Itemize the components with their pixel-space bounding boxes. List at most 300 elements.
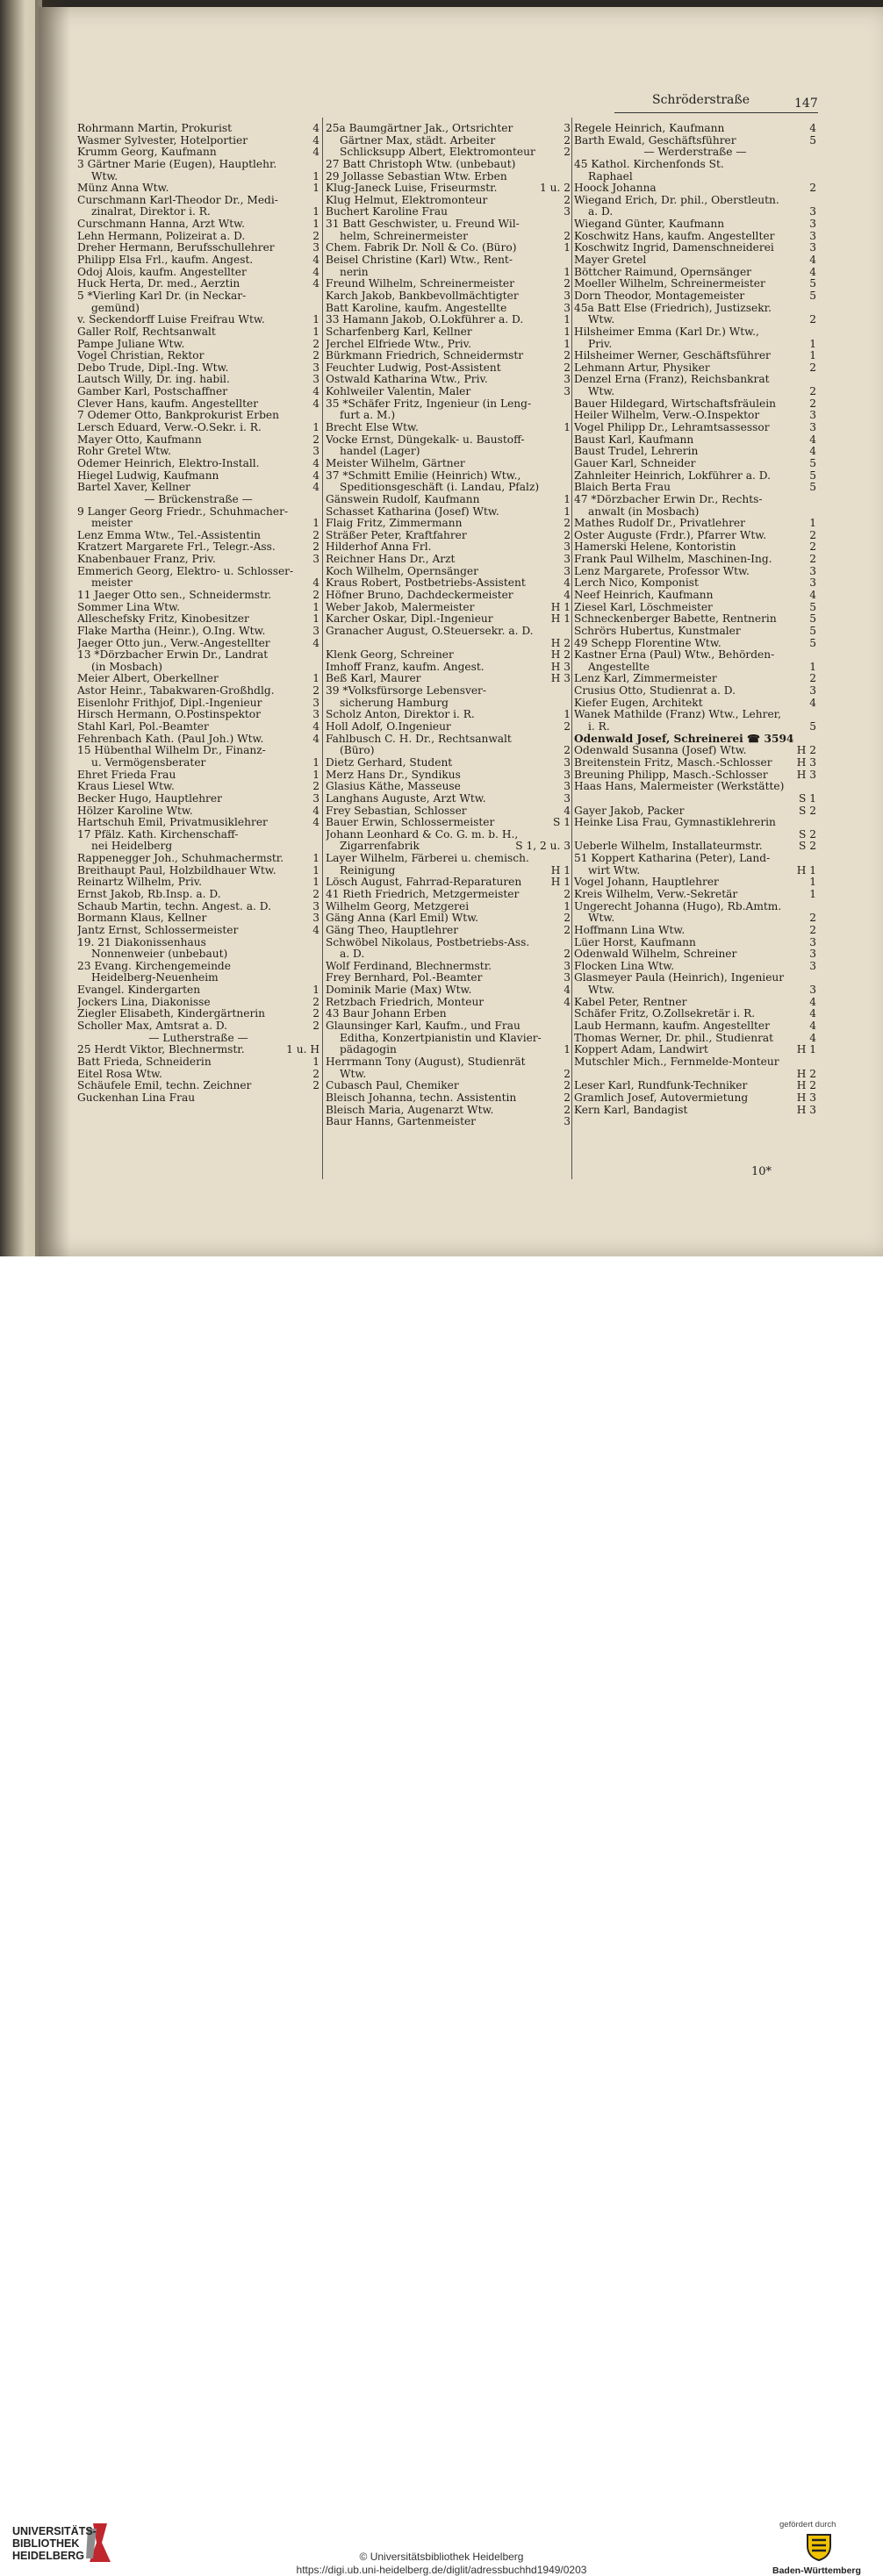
floor-number: 3 [312, 446, 319, 458]
floor-number: S 1 [553, 817, 571, 829]
directory-entry [77, 231, 319, 243]
entry-text: Wtw. [91, 170, 118, 182]
floor-number: 4 [564, 996, 571, 1008]
floor-number: S 1, 2 u. 3 [515, 841, 571, 853]
directory-entry [574, 877, 816, 889]
floor-number: 1 [564, 338, 571, 350]
directory-entry [77, 841, 319, 853]
floor-number: 3 [809, 218, 816, 231]
entry-text: a. D. [588, 206, 614, 218]
entry-text: Debo Trude, Dipl.-Ing. Wtw. [77, 361, 229, 374]
entry-text: Dorn Theodor, Montagemeister [574, 290, 745, 302]
entry-text: u. Vermögensberater [91, 756, 206, 769]
entry-text: Wasmer Sylvester, Hotelportier [77, 134, 248, 147]
entry-text: Koschwitz Hans, kaufm. Angestellter [574, 230, 775, 242]
entry-text: Ostwald Katharina Wtw., Priv. [326, 374, 488, 386]
directory-entry [574, 889, 816, 901]
entry-text: v. Seckendorff Luise Freifrau Wtw. [77, 314, 265, 326]
directory-entry [77, 554, 319, 566]
directory-entry [77, 1008, 319, 1020]
directory-entry [574, 912, 816, 925]
floor-number: 3 [564, 374, 571, 386]
directory-entry [326, 1092, 571, 1105]
floor-number: 1 [809, 518, 816, 530]
directory-entry [574, 506, 816, 519]
directory-entry [574, 446, 816, 458]
floor-number: 2 [564, 1091, 571, 1104]
directory-entry [326, 566, 571, 578]
directory-entry [326, 877, 571, 889]
directory-entry [326, 901, 571, 913]
directory-entry [574, 159, 816, 171]
floor-number: 1 [564, 326, 571, 338]
entry-text: — Lutherstraße — [148, 1032, 248, 1044]
entry-text: Raphael [588, 170, 633, 182]
entry-text: Wtw. [588, 912, 615, 925]
directory-entry [326, 218, 571, 231]
entry-text: Wtw. [340, 1068, 367, 1080]
entry-text: Scharfenberg Karl, Kellner [326, 326, 472, 338]
entry-text [574, 793, 795, 805]
permalink[interactable]: https://digi.ub.uni-heidelberg.de/diglit/adressbuchhd1949/0203 [296, 2564, 587, 2576]
floor-number: 3 [564, 302, 571, 314]
directory-entry [77, 925, 319, 937]
entry-text: 49 Schepp Florentine Wtw. [574, 637, 721, 649]
floor-number: 1 [312, 601, 319, 613]
floor-number: 4 [809, 254, 816, 267]
directory-entry [574, 242, 816, 254]
floor-number: 4 [312, 721, 319, 733]
floor-number: 1 [564, 709, 571, 721]
street-heading [77, 494, 319, 506]
entry-text: Mathes Rudolf Dr., Privatlehrer [574, 518, 745, 530]
entry-text: Jockers Lina, Diakonisse [77, 996, 211, 1008]
directory-entry [326, 948, 571, 961]
entry-text: Sommer Lina Wtw. [77, 601, 180, 613]
directory-entry [574, 781, 816, 793]
floor-number: 1 [312, 769, 319, 781]
entry-text: Eisenlohr Frithjof, Dipl.-Ingenieur [77, 697, 262, 709]
floor-number: 2 [312, 996, 319, 1008]
directory-entry [326, 745, 571, 757]
entry-text: Heidelberg-Neuenheim [91, 972, 219, 984]
entry-text: Ueberle Wilhelm, Installateurmstr. [574, 841, 763, 853]
directory-entry [574, 518, 816, 530]
directory-entry [574, 948, 816, 961]
directory-entry [574, 339, 816, 351]
floor-number: 2 [809, 541, 816, 554]
directory-entry [77, 242, 319, 254]
directory-entry [77, 912, 319, 925]
floor-number: 4 [312, 637, 319, 649]
floor-number: 5 [809, 601, 816, 613]
directory-entry [77, 566, 319, 578]
entry-text: 25 Herdt Viktor, Blechnermstr. [77, 1044, 245, 1056]
entry-text: Flocken Lina Wtw. [574, 960, 675, 972]
directory-entry [574, 530, 816, 542]
directory-entry [77, 362, 319, 375]
floor-number: H 1 [550, 613, 571, 626]
directory-entry [77, 673, 319, 685]
directory-entry [574, 626, 816, 638]
directory-entry [574, 267, 816, 279]
floor-number: 1 [312, 326, 319, 338]
entry-text: Dietz Gerhard, Student [326, 756, 453, 769]
floor-number: 3 [564, 290, 571, 302]
floor-number: 1 [809, 661, 816, 673]
floor-number: 3 [312, 697, 319, 709]
floor-number: 3 [312, 912, 319, 925]
directory-entry [326, 410, 571, 422]
directory-column-1 [77, 123, 319, 1105]
floor-number: 4 [312, 469, 319, 482]
entry-text: Wanek Mathilde (Franz) Wtw., Lehrer, [574, 709, 782, 721]
floor-number: 4 [809, 266, 816, 278]
entry-text: 51 Koppert Katharina (Peter), Land- [574, 853, 771, 865]
directory-entry [574, 566, 816, 578]
directory-entry [77, 350, 319, 362]
entry-text: Breitenstein Fritz, Masch.-Schlosser [574, 756, 772, 769]
directory-entry [326, 398, 571, 411]
entry-text: Haas Hans, Malermeister (Werkstätte) [574, 781, 785, 793]
directory-entry [77, 206, 319, 218]
directory-entry [326, 817, 571, 829]
floor-number: 4 [312, 924, 319, 936]
entry-text: Gamber Karl, Postschaffner [77, 386, 228, 398]
directory-entry [326, 350, 571, 362]
directory-entry [326, 865, 571, 877]
floor-number: 1 [312, 206, 319, 218]
floor-number: 1 [312, 314, 319, 326]
entry-text: Stahl Karl, Pol.-Beamter [77, 721, 209, 733]
directory-entry [77, 817, 319, 829]
floor-number: 1 [564, 242, 571, 254]
floor-number: 1 [564, 1044, 571, 1056]
entry-text: Klug-Janeck Luise, Friseurmstr. [326, 182, 498, 195]
entry-text: Bleisch Maria, Augenarzt Wtw. [326, 1104, 494, 1116]
entry-text: Schasset Katharina (Josef) Wtw. [326, 505, 499, 518]
directory-entry [77, 278, 319, 290]
directory-entry [574, 278, 816, 290]
entry-text: Kiefer Eugen, Architekt [574, 697, 703, 709]
directory-entry [574, 673, 816, 685]
floor-number: H 3 [796, 1091, 816, 1104]
directory-entry [574, 290, 816, 303]
floor-number: 1 [809, 889, 816, 900]
directory-entry [77, 685, 319, 698]
floor-number: 4 [312, 457, 319, 469]
directory-entry [326, 254, 571, 267]
entry-text: Wiegand Günter, Kaufmann [574, 218, 725, 231]
directory-entry [574, 482, 816, 494]
directory-entry [77, 709, 319, 721]
directory-entry [77, 769, 319, 782]
floor-number: H 3 [550, 673, 571, 685]
entry-text: Kern Karl, Bandagist [574, 1104, 688, 1116]
entry-text: 5 *Vierling Karl Dr. (in Neckar- [77, 290, 247, 302]
directory-column-3 [574, 123, 816, 1116]
entry-text: Blaich Berta Frau [574, 482, 671, 494]
state-emblem-icon[interactable] [804, 2532, 834, 2562]
directory-entry [574, 218, 816, 231]
directory-entry [574, 793, 816, 805]
entry-text: 25a Baumgärtner Jak., Ortsrichter [326, 123, 513, 134]
floor-number: 2 [564, 134, 571, 147]
floor-number: 2 [312, 1008, 319, 1020]
floor-number: 3 [564, 123, 571, 134]
entry-text: Becker Hugo, Hauptlehrer [77, 792, 222, 805]
directory-entry [326, 446, 571, 458]
directory-entry [326, 374, 571, 386]
entry-text: Bormann Klaus, Kellner [77, 912, 207, 925]
entry-text: Koch Wilhelm, Opernsänger [326, 565, 478, 577]
directory-entry [574, 1008, 816, 1020]
directory-entry [77, 1056, 319, 1069]
entry-text: Rohrmann Martin, Prokurist [77, 123, 233, 134]
entry-text: nei Heidelberg [91, 841, 173, 853]
floor-number: 2 [312, 433, 319, 446]
entry-text: meister [91, 518, 133, 530]
floor-number: H 3 [796, 769, 816, 781]
directory-entry [326, 482, 571, 494]
floor-number: H 3 [550, 661, 571, 673]
directory-entry [77, 446, 319, 458]
entry-text: Zahnleiter Heinrich, Lokführer a. D. [574, 469, 771, 482]
entry-text: Layer Wilhelm, Färberei u. chemisch. [326, 853, 529, 865]
entry-text: Gäng Theo, Hauptlehrer [326, 924, 459, 936]
entry-text: Breithaupt Paul, Holzbildhauer Wtw. [77, 864, 276, 877]
floor-number: 4 [312, 577, 319, 590]
directory-entry [77, 530, 319, 542]
floor-number: 2 [312, 685, 319, 698]
directory-entry [574, 303, 816, 315]
directory-entry [574, 326, 816, 339]
entry-text: Gauer Karl, Schneider [574, 457, 696, 469]
floor-number: 1 [564, 422, 571, 434]
directory-entry [77, 577, 319, 590]
entry-text: Regele Heinrich, Kaufmann [574, 123, 725, 134]
directory-entry [77, 745, 319, 757]
directory-entry [326, 781, 571, 793]
directory-entry [77, 326, 319, 339]
floor-number: 3 [809, 230, 816, 242]
directory-entry [77, 182, 319, 195]
directory-entry [77, 290, 319, 303]
floor-number: 3 [809, 936, 816, 948]
directory-entry [77, 123, 319, 135]
entry-text: Cubasch Paul, Chemiker [326, 1080, 459, 1092]
entry-text: Bürkmann Friedrich, Schneidermstr [326, 350, 524, 362]
entry-text: 41 Rieth Friedrich, Metzgermeister [326, 889, 520, 900]
floor-number: H 1 [550, 877, 571, 889]
entry-text: Fahlbusch C. H. Dr., Rechtsanwalt [326, 733, 512, 745]
directory-entry [326, 1116, 571, 1128]
directory-entry [326, 638, 571, 650]
entry-text: Feuchter Ludwig, Post-Assistent [326, 361, 501, 374]
directory-entry [326, 434, 571, 447]
directory-entry [574, 458, 816, 470]
directory-entry [326, 231, 571, 243]
floor-number: 2 [312, 1068, 319, 1080]
entry-text: 9 Langer Georg Friedr., Schuhmacher- [77, 505, 289, 518]
directory-entry [77, 948, 319, 961]
entry-text: Brecht Else Wtw. [326, 422, 419, 434]
floor-number: 1 [312, 877, 319, 889]
directory-entry [574, 1069, 816, 1081]
entry-text: Buchert Karoline Frau [326, 206, 448, 218]
directory-entry [574, 231, 816, 243]
directory-entry [77, 889, 319, 901]
directory-entry [77, 626, 319, 638]
floor-number: 3 [564, 756, 571, 769]
floor-number: 1 [312, 673, 319, 685]
floor-number: 2 [809, 924, 816, 936]
entry-text: Lenz Karl, Zimmermeister [574, 673, 717, 685]
floor-number: 2 [564, 529, 571, 541]
entry-text: Emmerich Georg, Elektro- u. Schlosser- [77, 565, 294, 577]
directory-entry [326, 182, 571, 195]
floor-number: 2 [312, 338, 319, 350]
directory-entry [326, 458, 571, 470]
entry-text: Astor Heinr., Tabakwaren-Großhdlg. [77, 685, 275, 698]
directory-entry [574, 422, 816, 434]
directory-entry [326, 709, 571, 721]
entry-text: nerin [340, 266, 369, 278]
entry-text: handel (Lager) [340, 446, 420, 458]
entry-text: Wiegand Erich, Dr. phil., Oberstleutn. [574, 194, 779, 206]
floor-number: 5 [809, 613, 816, 626]
floor-number: 1 [312, 218, 319, 231]
street-heading [77, 1033, 319, 1045]
page-number: 147 [794, 97, 818, 111]
directory-entry [326, 733, 571, 746]
entry-text: sicherung Hamburg [340, 697, 449, 709]
entry-text: Neef Heinrich, Kaufmann [574, 589, 714, 601]
directory-entry [574, 841, 816, 853]
floor-number: 2 [809, 397, 816, 410]
entry-text: Priv. [588, 338, 613, 350]
directory-entry [574, 817, 816, 829]
entry-text: Kastner Erna (Paul) Wtw., Behörden- [574, 649, 775, 662]
floor-number: S 1 [799, 792, 816, 805]
floor-number: 2 [564, 1068, 571, 1080]
floor-number: 5 [809, 469, 816, 482]
floor-number: H 2 [550, 649, 571, 662]
directory-entry [77, 314, 319, 326]
entry-text: Karcher Oskar, Dipl.-Ingenieur [326, 613, 493, 626]
floor-number: 2 [564, 361, 571, 374]
floor-number: 2 [564, 948, 571, 961]
directory-entry [326, 1080, 571, 1092]
entry-text: Gayer Jakob, Packer [574, 805, 685, 817]
directory-entry [77, 267, 319, 279]
floor-number: 3 [809, 948, 816, 961]
directory-entry [77, 865, 319, 877]
entry-text: Gärtner Max, städt. Arbeiter [340, 134, 496, 147]
entry-text: Wilhelm Georg, Metzgerei [326, 900, 470, 912]
floor-number: 3 [312, 900, 319, 912]
entry-text: Zigarrenfabrik [340, 841, 420, 853]
floor-number: 3 [312, 374, 319, 386]
directory-entry [326, 805, 571, 818]
directory-entry [326, 662, 571, 674]
floor-number: 3 [809, 422, 816, 434]
entry-text: 29 Jollasse Sebastian Wtw. Erben [326, 170, 507, 182]
directory-entry [77, 254, 319, 267]
entry-text: 45a Batt Else (Friedrich), Justizsekr. [574, 302, 772, 314]
floor-number: 4 [312, 482, 319, 494]
directory-entry [574, 374, 816, 386]
floor-number: 5 [809, 457, 816, 469]
directory-entry [574, 649, 816, 662]
entry-text: 45 Kathol. Kirchenfonds St. [574, 158, 724, 170]
directory-entry [326, 673, 571, 685]
directory-entry [574, 937, 816, 949]
entry-text: Wolf Ferdinand, Blechnermstr. [326, 960, 492, 972]
directory-entry [574, 386, 816, 398]
entry-text: Dreher Hermann, Berufsschullehrer [77, 242, 275, 254]
floor-number: 4 [312, 817, 319, 829]
column-divider [571, 118, 572, 1179]
entry-text: Meister Wilhelm, Gärtner [326, 457, 465, 469]
entry-text: 43 Baur Johann Erben [326, 1008, 447, 1020]
directory-entry [574, 638, 816, 650]
directory-entry [326, 841, 571, 853]
entry-text: Odenwald Susanna (Josef) Wtw. [574, 745, 747, 757]
directory-entry [574, 602, 816, 614]
directory-entry [77, 506, 319, 519]
floor-number: 1 [564, 505, 571, 518]
floor-number: 1 [312, 1055, 319, 1068]
directory-entry [326, 314, 571, 326]
floor-number: 5 [809, 721, 816, 733]
entry-text: Lehmann Artur, Physiker [574, 361, 710, 374]
entry-text: Bleisch Johanna, techn. Assistentin [326, 1091, 517, 1104]
entry-text: Flake Martha (Heinr.), O.Ing. Wtw. [77, 625, 266, 637]
directory-entry [574, 206, 816, 218]
entry-text: 35 *Schäfer Fritz, Ingenieur (in Leng- [326, 397, 532, 410]
directory-entry [77, 590, 319, 602]
directory-entry [326, 613, 571, 626]
entry-text: Granacher August, O.Steuersekr. a. D. [326, 625, 534, 637]
entry-text: Rohr Gretel Wtw. [77, 446, 172, 458]
directory-entry [326, 147, 571, 159]
directory-entry [326, 793, 571, 805]
directory-entry [574, 613, 816, 626]
directory-entry [77, 698, 319, 710]
directory-entry [326, 1033, 571, 1045]
entry-text: zinalrat, Direktor i. R. [91, 206, 211, 218]
floor-number: 2 [809, 361, 816, 374]
directory-entry [77, 721, 319, 733]
library-name-line: BIBLIOTHEK [12, 2537, 80, 2550]
entry-text: Herrmann Tony (August), Studienrät [326, 1055, 526, 1068]
entry-text: Schneckenberger Babette, Rentnerin [574, 613, 777, 626]
floor-number: 4 [564, 984, 571, 997]
entry-text: Vogel Johann, Hauptlehrer [574, 877, 719, 889]
entry-text: Freund Wilhelm, Schreinermeister [326, 278, 514, 290]
floor-number: 4 [312, 134, 319, 147]
directory-entry [77, 961, 319, 973]
entry-text: 23 Evang. Kirchengemeinde [77, 960, 231, 972]
directory-entry [574, 685, 816, 698]
directory-entry [326, 267, 571, 279]
directory-entry [326, 518, 571, 530]
entry-text: Hiegel Ludwig, Kaufmann [77, 469, 219, 482]
floor-number: 1 [312, 613, 319, 626]
entry-text: 39 *Volksfürsorge Lebensver- [326, 685, 486, 698]
floor-number: 2 [312, 889, 319, 900]
